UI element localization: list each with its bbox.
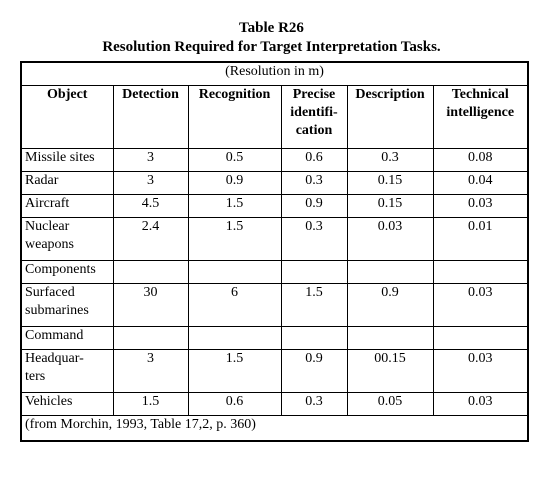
row-technical: 0.01: [433, 218, 528, 261]
row-detection: 3: [113, 172, 188, 195]
row-detection: [113, 327, 188, 350]
row-recognition: 1.5: [188, 195, 281, 218]
row-technical: 0.03: [433, 195, 528, 218]
table-row: [21, 218, 528, 261]
row-precise: 0.3: [281, 393, 347, 416]
row-object-line-1: Headquar-: [25, 351, 84, 366]
row-object: Radar: [21, 172, 113, 195]
table-row: [21, 195, 528, 218]
row-precise: 0.3: [281, 172, 347, 195]
header-description: Description: [347, 86, 433, 149]
row-recognition: 1.5: [188, 218, 281, 261]
row-precise: [281, 261, 347, 284]
row-detection: 3: [113, 149, 188, 172]
row-object: [21, 284, 113, 327]
header-detection: Detection: [113, 86, 188, 149]
row-description: 0.15: [347, 172, 433, 195]
header-precise-line-3: cation: [295, 123, 333, 138]
row-recognition: 1.5: [188, 350, 281, 393]
row-technical: 0.04: [433, 172, 528, 195]
row-description: 0.15: [347, 195, 433, 218]
table-row: [21, 284, 528, 327]
header-precise-line-1: Precise: [292, 87, 336, 102]
source-row: [21, 416, 528, 442]
row-description: [347, 327, 433, 350]
table-title: Resolution Required for Target Interpretation Tasks.: [102, 39, 441, 55]
row-object: Missile sites: [21, 149, 113, 172]
row-recognition: [188, 327, 281, 350]
header-recognition: Recognition: [188, 86, 281, 149]
row-object: Aircraft: [21, 195, 113, 218]
row-object: [21, 218, 113, 261]
header-object: Object: [21, 86, 113, 149]
row-precise: 0.9: [281, 195, 347, 218]
row-object-line-2: weapons: [25, 237, 74, 252]
row-object: [21, 350, 113, 393]
row-recognition: 0.6: [188, 393, 281, 416]
row-precise: 0.9: [281, 350, 347, 393]
header-row: [21, 86, 528, 149]
row-recognition: 6: [188, 284, 281, 327]
row-detection: [113, 261, 188, 284]
row-technical: 0.03: [433, 350, 528, 393]
row-description: 0.3: [347, 149, 433, 172]
row-detection: 4.5: [113, 195, 188, 218]
table-row: [21, 393, 528, 416]
table-row: [21, 149, 528, 172]
row-object: Components: [21, 261, 113, 284]
row-object: Vehicles: [21, 393, 113, 416]
row-precise: 1.5: [281, 284, 347, 327]
row-description: 0.03: [347, 218, 433, 261]
resolution-table: [20, 61, 529, 442]
row-recognition: 0.5: [188, 149, 281, 172]
row-technical: 0.03: [433, 393, 528, 416]
table-row: [21, 327, 528, 350]
table-number: Table R26: [239, 20, 304, 36]
header-precise-identification: [281, 86, 347, 149]
row-object-line-1: Nuclear: [25, 219, 70, 234]
row-technical: 0.03: [433, 284, 528, 327]
row-detection: 3: [113, 350, 188, 393]
row-recognition: [188, 261, 281, 284]
header-technical-line-1: Technical: [451, 87, 509, 102]
row-detection: 2.4: [113, 218, 188, 261]
row-technical: 0.08: [433, 149, 528, 172]
row-object-line-1: Surfaced: [25, 285, 75, 300]
table-row: [21, 350, 528, 393]
row-object-line-2: submarines: [25, 303, 89, 318]
table-row: [21, 261, 528, 284]
row-description: 0.05: [347, 393, 433, 416]
row-precise: [281, 327, 347, 350]
row-detection: 30: [113, 284, 188, 327]
source-citation: (from Morchin, 1993, Table 17,2, p. 360): [21, 416, 528, 442]
row-object: Command: [21, 327, 113, 350]
row-description: [347, 261, 433, 284]
row-detection: 1.5: [113, 393, 188, 416]
table-row: [21, 172, 528, 195]
row-technical: [433, 327, 528, 350]
row-precise: 0.3: [281, 218, 347, 261]
header-technical-intelligence: [433, 86, 528, 149]
row-object-line-2: ters: [25, 369, 46, 384]
header-precise-line-2: identifi-: [290, 105, 338, 120]
row-description: 0.9: [347, 284, 433, 327]
header-technical-line-2: intelligence: [446, 105, 515, 120]
row-precise: 0.6: [281, 149, 347, 172]
row-description: 00.15: [347, 350, 433, 393]
resolution-unit-note: (Resolution in m): [21, 62, 528, 86]
row-recognition: 0.9: [188, 172, 281, 195]
resolution-unit-row: [21, 62, 528, 86]
row-technical: [433, 261, 528, 284]
